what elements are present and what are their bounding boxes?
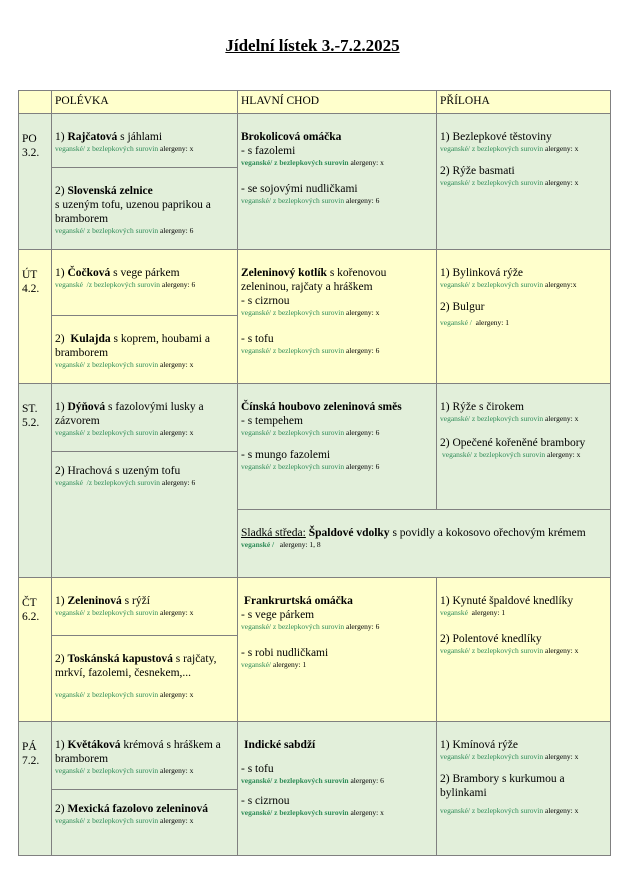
main-title: Indické sabdží [244,739,316,751]
main-title: Frankrurtská omáčka [244,595,353,607]
soup-item: 2) Slovenská zelnice s uzeným tofu, uzenou paprikou a bramborem [55,185,211,225]
header-main: HLAVNÍ CHOD [238,91,437,114]
side-cell [437,114,611,250]
side-cell [437,250,611,384]
main-variant: - s cizrnou [241,295,290,307]
side-item: 2) Polentové knedlíky [440,633,542,645]
allergen-note: veganské/ z bezlepkových surovin alergeny: x [55,428,194,437]
allergen-note: veganské/ z bezlepkových surovin alergeny: x [241,808,384,817]
allergen-note: veganské/ z bezlepkových surovin alergeny:x [440,280,577,289]
main-cell [238,578,437,722]
allergen-note: veganské/ z bezlepkových surovin alergeny: x [440,178,579,187]
main-variant: - se sojovými nudličkami [241,183,358,195]
allergen-note: veganské/ alergeny: 1 [241,660,307,669]
allergen-note: veganské/ z bezlepkových surovin alergeny: 6 [241,776,384,785]
allergen-note: veganské alergeny: 1 [440,608,506,617]
soup-item: 1) Zeleninová s rýží [55,595,150,607]
day-row-pa [19,722,611,790]
soup-cell [52,722,238,790]
soup-cell [52,790,238,856]
main-cell [238,250,437,384]
allergen-note: veganské/ z bezlepkových surovin alergeny: 6 [241,428,380,437]
soup-cell [52,636,238,722]
side-item: 2) Rýže basmati [440,165,515,177]
day-row-ut [19,250,611,316]
soup-item: 1) Rajčatová s jáhlami [55,131,163,143]
allergen-note: veganské/ z bezlepkových surovin alergeny: 6 [241,196,380,205]
main-variant: - s robi nudličkami [241,647,329,659]
soup-item: 1) Čočková s vege párkem [55,267,180,279]
soup-cell [52,168,238,250]
allergen-note: veganské/ z bezlepkových surovin alergeny: x [241,158,384,167]
day-row-st [19,384,611,452]
main-cell [238,114,437,250]
main-variant: - s tofu [241,763,274,775]
allergen-note: veganské/ z bezlepkových surovin alergeny: 6 [241,346,380,355]
main-cell [238,384,437,510]
allergen-note: veganské/ z bezlepkových surovin alergeny: x [440,646,579,655]
side-item: 2) Brambory s kurkumou a bylinkami [440,773,565,799]
main-variant: - s fazolemi [241,145,296,157]
allergen-note: veganské/ z bezlepkových surovin alergeny: x [440,414,579,423]
day-label: PÁ 7.2. [19,722,52,856]
allergen-note: veganské/ z bezlepkových surovin alergeny: 6 [55,226,194,235]
main-variant: - s tempehem [241,415,303,427]
allergen-note: veganské/ z bezlepkových surovin alergeny: 6 [241,462,380,471]
side-item: 2) Opečené kořeněné brambory [440,437,586,449]
day-label: ST. 5.2. [19,384,52,578]
allergen-note: veganské / alergeny: 1, 8 [241,540,321,549]
day-label: ČT 6.2. [19,578,52,722]
main-variant: - s tofu [241,333,274,345]
main-title: Zeleninový kotlík s kořenovou zeleninou, rajčaty a hráškem [241,267,387,293]
side-cell [437,384,611,510]
main-variant: - s vege párkem [241,609,315,621]
day-label: PO 3.2. [19,114,52,250]
soup-item: 2) Hrachová s uzeným tofu [55,465,181,477]
header-row [19,91,611,114]
soup-item: 1) Květáková krémová s hráškem a bramborem [55,739,221,765]
side-item: 1) Rýže s čirokem [440,401,524,413]
main-cell [238,722,437,856]
main-title: Čínská houbovo zeleninová směs [241,401,402,413]
allergen-note: veganské/ z bezlepkových surovin alergeny: x [440,144,579,153]
soup-cell [52,316,238,384]
main-variant: - s cizrnou [241,795,290,807]
header-side: PŘÍLOHA [437,91,611,114]
allergen-note: veganské/ z bezlepkových surovin alergeny: x [241,308,380,317]
allergen-note: veganské/ z bezlepkových surovin alergeny: x [55,360,194,369]
main-title: Brokolicová omáčka [241,131,342,143]
soup-item: 2) Toskánská kapustová s rajčaty, mrkví, fazolemi, česnekem,... [55,653,217,679]
side-item: 2) Bulgur [440,301,485,313]
menu-table [18,90,611,856]
allergen-note: veganské/ z bezlepkových surovin alergeny: x [440,806,579,815]
side-item: 1) Kmínová rýže [440,739,518,751]
side-item: 1) Bezlepkové těstoviny [440,131,552,143]
allergen-note: veganské / alergeny: 1 [440,318,510,327]
header-day [19,91,52,114]
side-cell [437,578,611,722]
side-item: 1) Bylinková rýže [440,267,524,279]
soup-cell [52,114,238,168]
allergen-note: veganské/ z bezlepkových surovin alergeny: x [55,144,194,153]
soup-item: 1) Dýňová s fazolovými lusky a zázvorem [55,401,204,427]
allergen-note: veganské/ z bezlepkových surovin alergeny: x [55,690,194,699]
side-item: 1) Kynuté špaldové knedlíky [440,595,574,607]
header-soup: POLÉVKA [52,91,238,114]
soup-cell [52,250,238,316]
sweet-wednesday-cell [238,510,611,578]
main-variant: - s mungo fazolemi [241,449,331,461]
allergen-note: veganské/ z bezlepkových surovin alergeny: x [55,766,194,775]
allergen-note: veganské/ z bezlepkových surovin alergeny: 6 [241,622,380,631]
sweet-item: Sladká středa: Špaldové vdolky s povidly a kokosovo ořechovým krémem [241,527,586,539]
soup-cell [52,452,238,578]
soup-item: 2) Kulajda s koprem, houbami a bramborem [55,333,210,359]
side-cell [437,722,611,856]
allergen-note: veganské/ z bezlepkových surovin alergeny: x [55,816,194,825]
allergen-note: veganské /z bezlepkových surovin alergeny: 6 [55,280,196,289]
allergen-note: veganské/ z bezlepkových surovin alergeny: x [440,752,579,761]
soup-cell [52,384,238,452]
page-title: Jídelní lístek 3.-7.2.2025 [225,36,400,55]
allergen-note: veganské /z bezlepkových surovin alergeny: 6 [55,478,196,487]
allergen-note: veganské/ z bezlepkových surovin alergeny: x [55,608,194,617]
allergen-note: veganské/ z bezlepkových surovin alergeny: x [442,450,581,459]
day-label: ÚT 4.2. [19,250,52,384]
soup-cell [52,578,238,636]
soup-item: 2) Mexická fazolovo zeleninová [55,803,208,815]
day-row-ct [19,578,611,636]
day-row-po [19,114,611,168]
